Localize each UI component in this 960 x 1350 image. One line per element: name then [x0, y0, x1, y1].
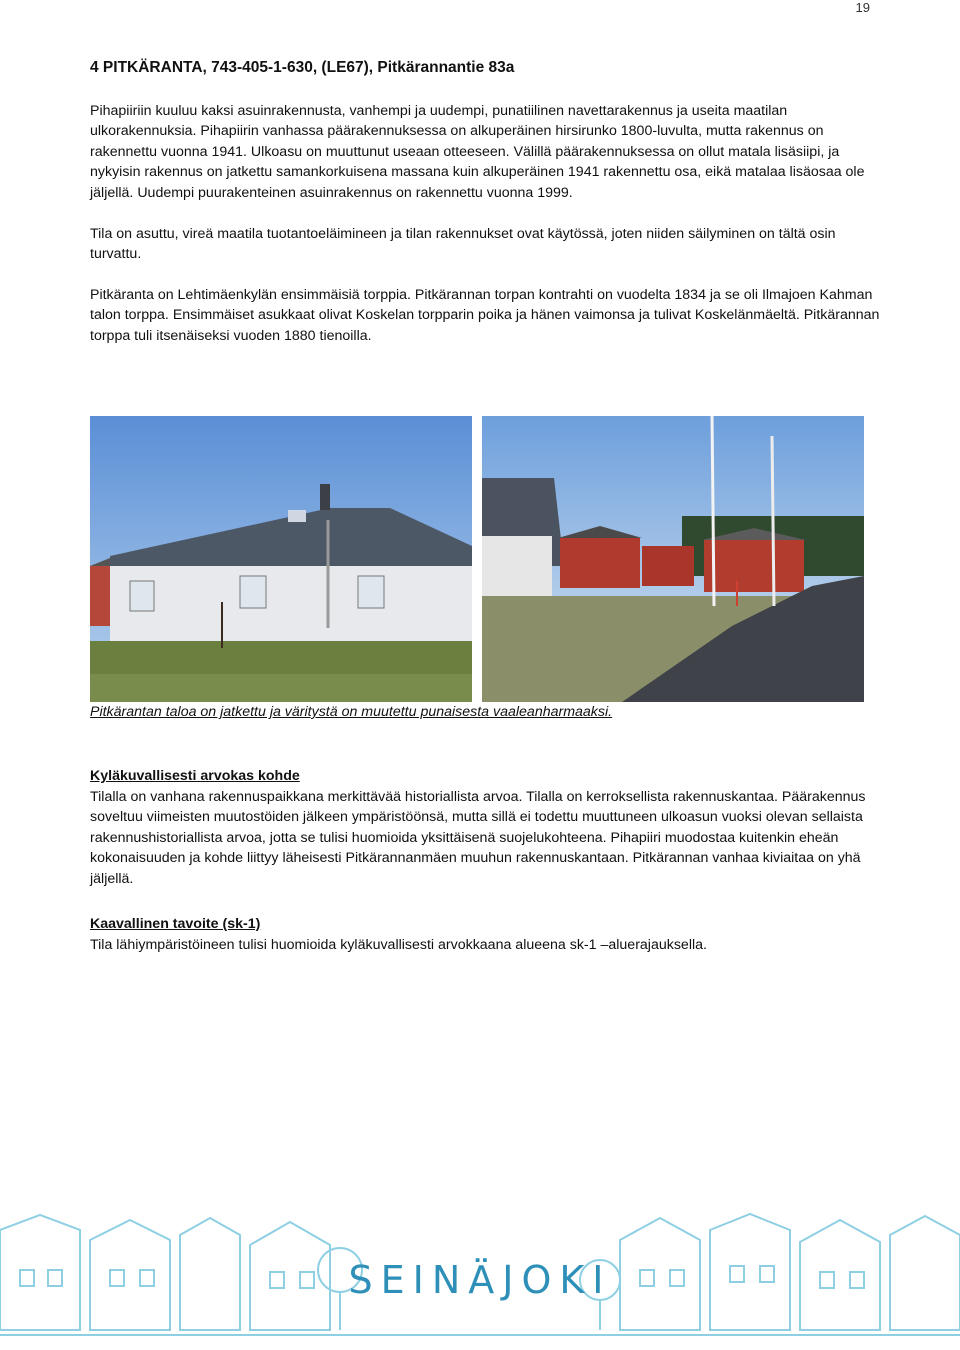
photo-main-building: [90, 416, 472, 702]
section-text: Tila lähiympäristöineen tulisi huomioida kyläkuvallisesti arvokkaana alueena sk-1 –aluerajauksella.: [90, 936, 707, 953]
photo-row: [90, 416, 864, 702]
section-heading: Kyläkuvallisesti arvokas kohde: [90, 768, 300, 784]
paragraph-description: Pihapiiriin kuuluu kaksi asuinrakennusta, vanhempi ja uudempi, punatiilinen navettarakennus ja useita maatilan ulkorakennuksia. Pihapiirin vanhassa päärakennuksessa on alkuperäinen hirsirunko 1800-luvulta, mutta rakennus on rakennettu vuonna 1941. Ulkoasu on muuttunut useaan otteeseen. Välillä päärakennuksessa on ollut matala lisäsiipi, ja nykyisin rakennus on jatkettu samankorkuisena massana kuin alkuperäinen 1941 rakennettu osa, eikä matalaa lisäosaa ole jäljellä. Uudempi puurakenteinen asuinrakennus on rakennettu vuonna 1999.: [90, 102, 865, 201]
seinajoki-logo: SEINÄJOKI: [348, 1258, 612, 1302]
photo-farmyard-road: [482, 416, 864, 702]
section-village-value: [90, 766, 880, 890]
footer-illustration: [0, 1210, 960, 1350]
section-text: Tilalla on vanhana rakennuspaikkana merkittävää historiallista arvoa. Tilalla on kerroksellista rakennuskantaa. Päärakennus soveltuu viimeisten muutostöiden jälkeen ympäristöönsä, mutta sillä ei todettu muuttuneen ulkoasun vuoksi olevan sellaista rakennushistoriallista arvoa, jotta se tulisi huomioida yksittäisenä suojelukohteena. Pihapiiri muodostaa kuitenkin eheän kokonaisuuden ja kohde liittyy läheisesti Pitkärannanmäen muuhun rakennuskantaan. Pitkärannan vanhaa kiviaitaa on yhä jäljellä.: [90, 788, 866, 887]
paragraph-history: Pitkäranta on Lehtimäenkylän ensimmäisiä torppia. Pitkärannan torpan kontrahti on vuodelta 1834 ja se oli Ilmajoen Kahman talon torppa. Ensimmäiset asukkaat olivat Koskelan torpparin poika ja hänen vaimonsa ja tulivat Koskelänmäeltä. Pitkärannan torppa tuli itsenäiseksi vuoden 1880 tienoilla.: [90, 286, 880, 344]
page-number: 19: [855, 0, 870, 15]
section-plan-goal: [90, 914, 880, 955]
section-heading: Kaavallinen tavoite (sk-1): [90, 916, 261, 932]
main-content: [90, 58, 880, 367]
paragraph-status: Tila on asuttu, vireä maatila tuotantoeläimineen ja tilan rakennukset ovat käytössä, joten niiden säilyminen on tältä osin turvattu.: [90, 225, 836, 263]
photo-caption: Pitkärantan taloa on jatkettu ja väritystä on muutettu punaisesta vaaleanharmaaksi.: [90, 704, 613, 720]
page-title: 4 PITKÄRANTA, 743-405-1-630, (LE67), Pitkärannantie 83a: [90, 59, 515, 76]
